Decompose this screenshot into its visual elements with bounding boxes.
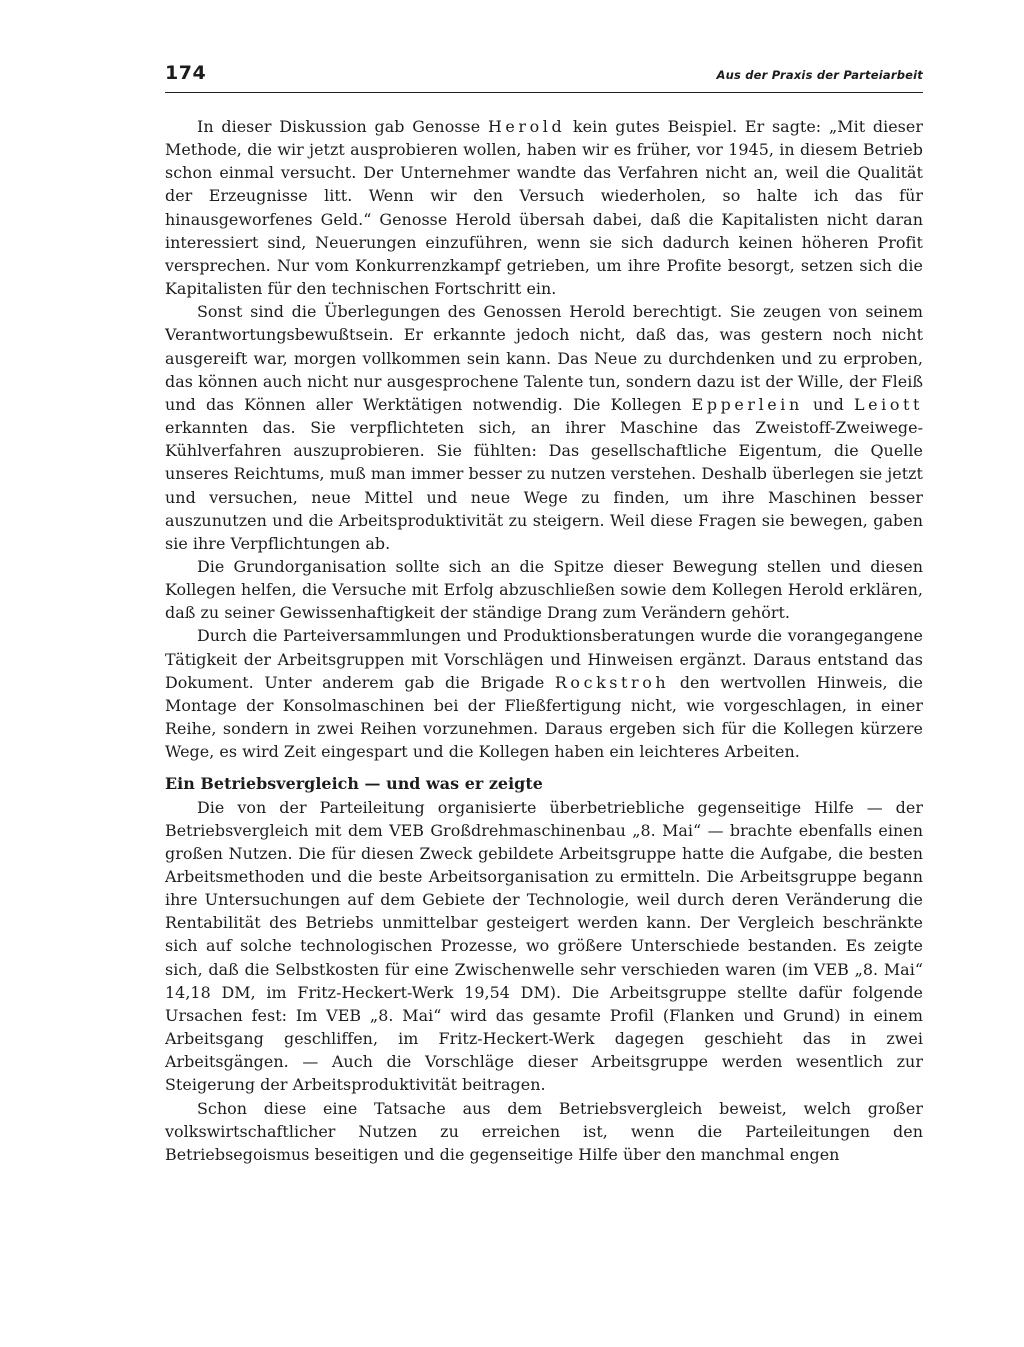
book-page — [165, 62, 923, 1166]
page-number: 174 — [165, 62, 207, 84]
paragraph-2-text-b: und — [802, 394, 855, 414]
paragraph-5: Die von der Parteileitung organisierte überbetriebliche gegenseitige Hilfe — der Betriebsvergleich mit dem VEB Großdrehmaschinenbau „8. Mai“ — brachte ebenfalls einen großen Nutzen. Die für diesen Zweck gebildete Arbeitsgruppe hatte die Aufgabe, die besten Arbeitsmethoden und die beste Arbeitsorganisation zu ermitteln. Die Arbeitsgruppe begann ihre Untersuchungen auf dem Gebiete der Technologie, weil durch deren Veränderung die Rentabilität des Betriebs unmittelbar gesteigert werden kann. Der Vergleich beschränkte sich auf solche technologischen Prozesse, wo größere Unterschiede bestanden. Es zeigte sich, daß die Selbstkosten für eine Zwischenwelle sehr verschieden waren (im VEB „8. Mai“ 14,18 DM, im Fritz-Heckert-Werk 19,54 DM). Die Arbeitsgruppe stellte dafür folgende Ursachen fest: Im VEB „8. Mai“ wird das gesamte Profil (Flanken und Grund) in einem Arbeitsgang geschliffen, im Fritz-Heckert-Werk dagegen geschieht das in zwei Arbeitsgängen. — Auch die Vorschläge dieser Arbeitsgruppe werden wesentlich zur Steigerung der Arbeitsproduktivität beitragen. — [165, 797, 923, 1095]
paragraph-3: Die Grundorganisation sollte sich an die Spitze dieser Bewegung stellen und diesen Kollegen helfen, die Versuche mit Erfolg abzuschließen sowie dem Kollegen Herold erklären, daß zu seiner Gewissenhaftigkeit der ständige Drang zum Verändern gehört. — [165, 556, 923, 623]
paragraph-2 — [165, 300, 923, 555]
paragraph-4-text-b: den wertvollen Hinweis, die Montage der Konsolmaschinen bei der Fließfertigung nicht, wie vorgeschlagen, in einer Reihe, sondern in zwei Reihen vorzunehmen. Daraus ergeben sich für die Kollegen kürzere Wege, es wird Zeit eingespart und die Kollegen haben ein leichteres Arbeiten. — [165, 672, 923, 762]
paragraph-2-text-a: Sonst sind die Überlegungen des Genossen Herold berechtigt. Sie zeugen von seinem Verantwortungsbewußtsein. Er erkannte jedoch nicht, daß das, was gestern noch nicht ausgereift war, morgen vollkommen sein kann. Das Neue zu durchdenken und zu erproben, das können auch nicht nur ausgesprochene Talente tun, sondern dazu ist der Wille, der Fleiß und das Können aller Werktätigen notwendig. Die Kollegen — [165, 302, 923, 414]
body-text — [165, 115, 923, 1166]
spaced-name-herold: Herold — [487, 117, 566, 136]
paragraph-2-text-c: erkannten das. Sie verpflichteten sich, an ihrer Maschine das Zweistoff-Zweiwege-Kühlverfahren auszuprobieren. Sie fühlten: Das gesellschaftliche Eigentum, die Quelle unseres Reichtums, muß man immer besser zu nutzen verstehen. Deshalb überlegen sie jetzt und versuchen, neue Mittel und neue Wege zu finden, um ihre Maschinen besser auszunutzen und die Arbeitsproduktivität zu steigern. Weil diese Fragen sie bewegen, gaben sie ihre Verpflichtungen ab. — [165, 418, 923, 553]
paragraph-4-text-a: Durch die Parteiversammlungen und Produktionsberatungen wurde die vorangegangene Tätigkeit der Arbeitsgruppen mit Vorschlägen und Hinweisen ergänzt. Daraus entstand das Dokument. Unter anderem gab die Brigade — [165, 626, 923, 692]
paragraph-1 — [165, 115, 923, 300]
spaced-name-rockstroh: Rockstroh — [554, 672, 670, 692]
running-head — [165, 62, 923, 93]
spaced-name-leiott: Leiott — [854, 394, 923, 414]
paragraph-6: Schon diese eine Tatsache aus dem Betriebsvergleich beweist, welch großer volkswirtschaftlicher Nutzen zu erreichen ist, wenn die Parteileitungen den Betriebsegoismus beseitigen und die gegenseitige Hilfe über den manchmal engen — [165, 1098, 923, 1164]
spaced-name-epperlein: Epperlein — [691, 394, 803, 414]
paragraph-1-text-b: kein gutes Beispiel. Er sagte: „Mit dieser Methode, die wir jetzt ausprobieren wollen, haben wir es früher, vor 1945, in diesem Betrieb schon einmal versucht. Der Unternehmer wandte das Verfahren nicht an, weil die Qualität der Erzeugnisse litt. Wenn wir den Versuch wiederholen, so halte ich das für hinausgeworfenes Geld.“ Genosse Herold übersah dabei, daß die Kapitalisten nicht daran interessiert sind, Neuerungen einzuführen, wenn sie sich dadurch keinen höheren Profit versprechen. Nur vom Konkurrenzkampf getrieben, um ihre Profite besorgt, setzen sich die Kapitalisten für den technischen Fortschritt ein. — [165, 117, 923, 299]
running-title: Aus der Praxis der Parteiarbeit — [716, 68, 923, 82]
paragraph-4 — [165, 624, 923, 763]
paragraph-1-text-a: In dieser Diskussion gab Genosse — [197, 117, 488, 136]
section-heading: Ein Betriebsvergleich — und was er zeigte — [165, 774, 543, 794]
